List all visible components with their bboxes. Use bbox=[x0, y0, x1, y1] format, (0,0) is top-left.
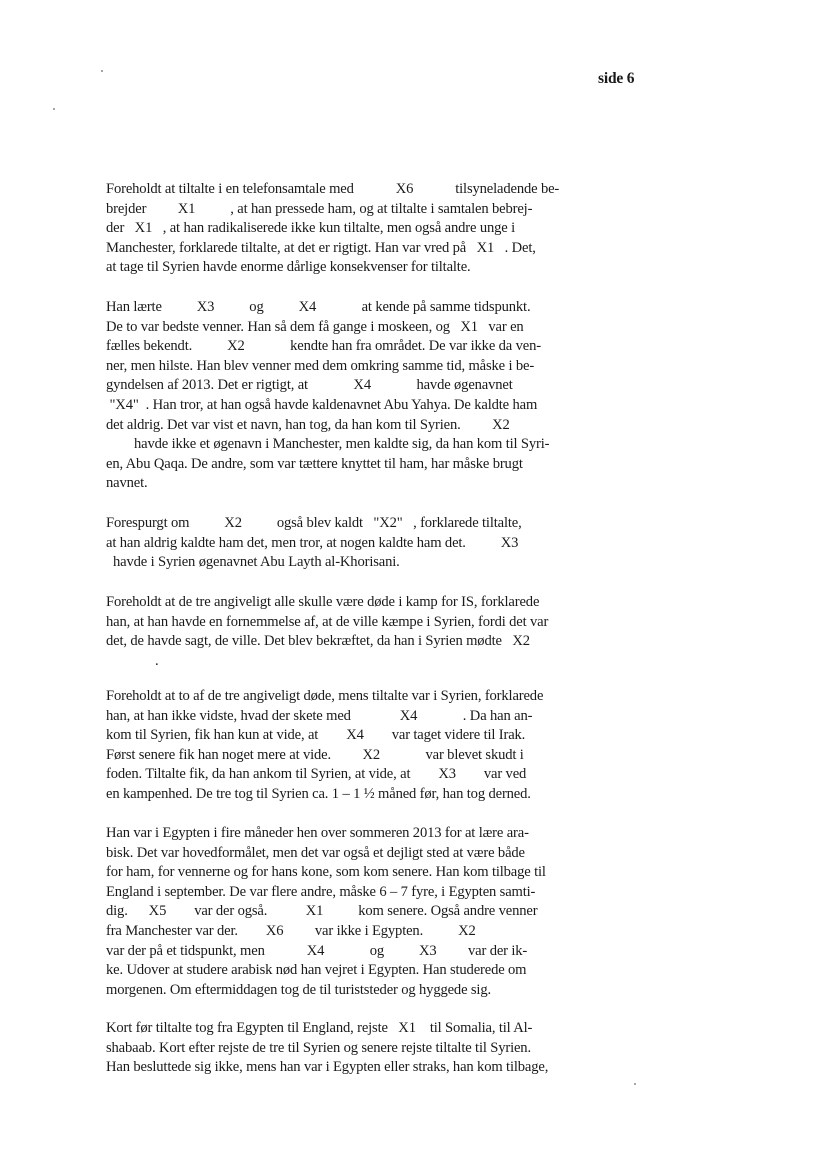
paragraph bbox=[106, 514, 706, 573]
text-line: foden. Tiltalte fik, da han ankom til Syrien, at vide, at X3 var ved bbox=[106, 766, 527, 783]
text-line: England i september. De var flere andre, måske 6 – 7 fyre, i Egypten samti- bbox=[106, 883, 536, 900]
text-line: var der på et tidspunkt, men X4 og X3 var der ik- bbox=[106, 942, 528, 959]
text-line: en, Abu Qaqa. De andre, som var tættere knyttet til ham, har måske brugt bbox=[106, 455, 523, 472]
text-line: Kort før tiltalte tog fra Egypten til England, rejste X1 til Somalia, til Al- bbox=[106, 1020, 533, 1036]
text-line: Han var i Egypten i fire måneder hen over sommeren 2013 for at lære ara- bbox=[106, 825, 529, 841]
text-line: han, at han ikke vidste, hvad der skete med X4 . Da han an- bbox=[106, 707, 533, 724]
text-line: det aldrig. Det var vist et navn, han tog, da han kom til Syrien. X2 bbox=[106, 416, 510, 433]
paragraph bbox=[106, 593, 706, 671]
text-line: Manchester, forklarede tiltalte, at det er rigtigt. Han var vred på X1 . Det, bbox=[106, 239, 536, 256]
scan-speck bbox=[53, 108, 55, 110]
text-line: brejder X1 , at han pressede ham, og at tiltalte i samtalen bebrej- bbox=[106, 200, 533, 217]
text-line: Foreholdt at to af de tre angiveligt døde, mens tiltalte var i Syrien, forklarede bbox=[106, 688, 544, 704]
text-line: bisk. Det var hovedformålet, men det var også et dejligt sted at være både bbox=[106, 844, 525, 861]
text-line: at tage til Syrien havde enorme dårlige konsekvenser for tiltalte. bbox=[106, 259, 471, 276]
text-line: "X4" . Han tror, at han også havde kaldenavnet Abu Yahya. De kaldte ham bbox=[106, 396, 538, 413]
text-line: for ham, for vennerne og for hans kone, som kom senere. Han kom tilbage til bbox=[106, 864, 546, 881]
text-line: Foreholdt at tiltalte i en telefonsamtale med X6 tilsyneladende be- bbox=[106, 181, 560, 197]
scan-speck bbox=[634, 1083, 636, 1085]
text-line: Først senere fik han noget mere at vide. X2 var blevet skudt i bbox=[106, 746, 524, 763]
text-line: De to var bedste venner. Han så dem få gange i moskeen, og X1 var en bbox=[106, 318, 524, 335]
text-line: ke. Udover at studere arabisk nød han vejret i Egypten. Han studerede om bbox=[106, 962, 527, 979]
paragraph bbox=[106, 1019, 706, 1078]
text-line: Han besluttede sig ikke, mens han var i Egypten eller straks, han kom tilbage, bbox=[106, 1059, 549, 1076]
text-line: der X1 , at han radikaliserede ikke kun tiltalte, men også andre unge i bbox=[106, 220, 515, 237]
text-line: en kampenhed. De tre tog til Syrien ca. 1 – 1 ½ måned før, han tog derned. bbox=[106, 785, 531, 802]
text-line: at han aldrig kaldte ham det, men tror, at nogen kaldte ham det. X3 bbox=[106, 534, 519, 551]
text-line: han, at han havde en fornemmelse af, at de ville kæmpe i Syrien, fordi det var bbox=[106, 613, 549, 630]
text-line: havde i Syrien øgenavnet Abu Layth al-Khorisani. bbox=[106, 554, 400, 571]
text-line: morgenen. Om eftermiddagen tog de til turiststeder og hyggede sig. bbox=[106, 981, 491, 998]
paragraph bbox=[106, 298, 706, 494]
text-line: Foreholdt at de tre angiveligt alle skulle være døde i kamp for IS, forklarede bbox=[106, 594, 540, 610]
paragraph bbox=[106, 180, 706, 278]
text-line: det, de havde sagt, de ville. Det blev bekræftet, da han i Syrien mødte X2 bbox=[106, 633, 530, 650]
text-line: Forespurgt om X2 også blev kaldt "X2" , forklarede tiltalte, bbox=[106, 515, 522, 531]
text-line: havde ikke et øgenavn i Manchester, men kaldte sig, da han kom til Syri- bbox=[106, 436, 550, 453]
scan-speck bbox=[101, 70, 103, 72]
text-line: fra Manchester var der. X6 var ikke i Egypten. X2 bbox=[106, 922, 476, 939]
text-line: shabaab. Kort efter rejste de tre til Syrien og senere rejste tiltalte til Syrien. bbox=[106, 1039, 531, 1056]
paragraph bbox=[106, 687, 706, 805]
text-line: . bbox=[106, 652, 159, 669]
page-number: side 6 bbox=[598, 70, 635, 87]
text-line: kom til Syrien, fik han kun at vide, at X4 var taget videre til Irak. bbox=[106, 727, 526, 744]
text-line: dig. X5 var der også. X1 kom senere. Også andre venner bbox=[106, 903, 538, 920]
text-line: navnet. bbox=[106, 475, 148, 492]
text-line: Han lærte X3 og X4 at kende på samme tidspunkt. bbox=[106, 299, 531, 315]
text-line: gyndelsen af 2013. Det er rigtigt, at X4 havde øgenavnet bbox=[106, 377, 513, 394]
text-line: ner, men hilste. Han blev venner med dem omkring samme tid, måske i be- bbox=[106, 357, 535, 374]
paragraph bbox=[106, 824, 706, 1000]
text-line: fælles bekendt. X2 kendte han fra området. De var ikke da ven- bbox=[106, 338, 541, 355]
